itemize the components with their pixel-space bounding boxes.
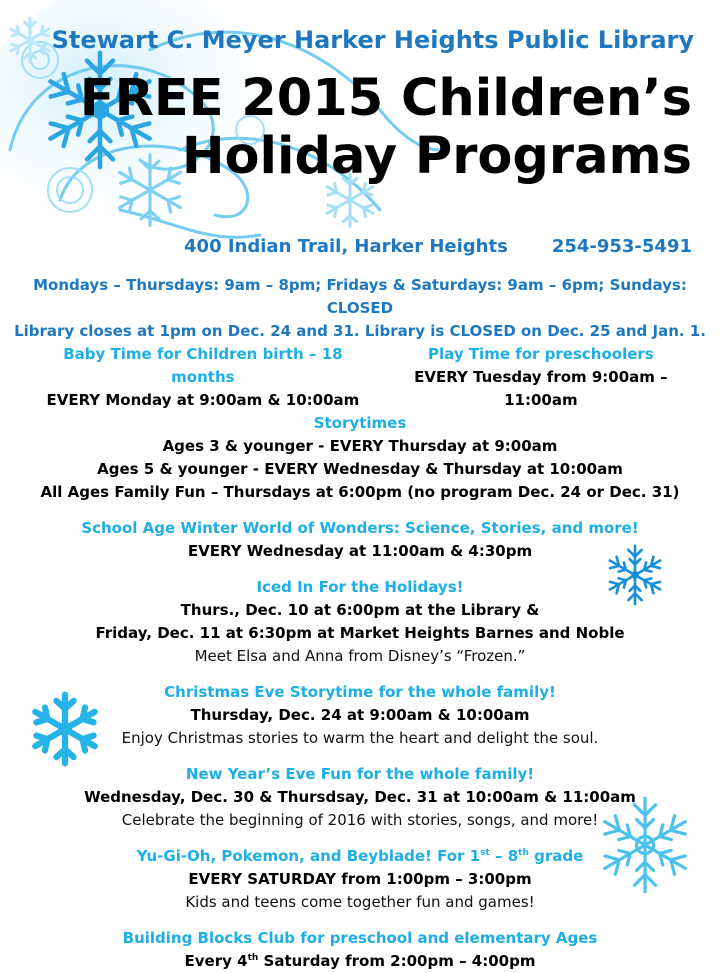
title-text: – 8 xyxy=(489,847,519,865)
program-title: Baby Time for Children birth – 18 months xyxy=(63,345,343,386)
program-schedule: EVERY Monday at 9:00am & 10:00am xyxy=(46,391,360,409)
program-schedule: EVERY SATURDAY from 1:00pm – 3:00pm xyxy=(188,870,532,888)
program-title: Play Time for preschoolers xyxy=(428,345,654,363)
program-christmas-eve xyxy=(0,681,720,750)
program-play-time xyxy=(376,343,706,412)
program-title: School Age Winter World of Wonders: Science, Stories, and more! xyxy=(81,519,639,537)
program-new-years-eve xyxy=(0,763,720,832)
hours-line-1: Mondays – Thursdays: 9am – 8pm; Fridays & Saturdays: 9am – 6pm; Sundays: CLOSED xyxy=(33,276,687,317)
program-schedule: Thursday, Dec. 24 at 9:00am & 10:00am xyxy=(190,706,530,724)
program-title: Christmas Eve Storytime for the whole family! xyxy=(164,683,556,701)
program-row-baby-play xyxy=(0,343,720,412)
program-baby-time xyxy=(30,343,376,412)
program-iced-in xyxy=(0,576,720,668)
program-school-age xyxy=(0,517,720,563)
program-schedule: Ages 5 & younger - EVERY Wednesday & Thursday at 10:00am xyxy=(97,460,623,478)
program-yugioh xyxy=(0,845,720,914)
ordinal-suffix: th xyxy=(247,953,259,963)
page-title xyxy=(80,70,692,186)
program-title xyxy=(0,845,720,868)
program-description: Kids and teens come together fun and games! xyxy=(185,893,535,911)
program-description: Celebrate the beginning of 2016 with stories, songs, and more! xyxy=(121,811,599,829)
program-description: Meet Elsa and Anna from Disney’s “Frozen.” xyxy=(194,647,526,665)
program-title: Building Blocks Club for preschool and elementary Ages xyxy=(122,929,598,947)
ordinal-suffix: th xyxy=(518,848,529,858)
program-schedule: All Ages Family Fun – Thursdays at 6:00pm (no program Dec. 24 or Dec. 31) xyxy=(40,483,680,501)
program-schedule: EVERY Wednesday at 11:00am & 4:30pm xyxy=(187,542,533,560)
library-hours xyxy=(0,274,720,343)
program-title: Storytimes xyxy=(313,414,407,432)
program-schedule: Wednesday, Dec. 30 & Thursdsay, Dec. 31 at 10:00am & 11:00am xyxy=(84,788,636,806)
program-building-blocks xyxy=(0,927,720,973)
title-line-1: FREE 2015 Children’s xyxy=(79,69,692,128)
program-storytimes xyxy=(0,412,720,504)
library-name: Stewart C. Meyer Harker Heights Public Library xyxy=(51,26,694,54)
title-line-2: Holiday Programs xyxy=(181,127,692,186)
program-schedule: Ages 3 & younger - EVERY Thursday at 9:00am xyxy=(162,437,558,455)
program-title: Iced In For the Holidays! xyxy=(256,578,464,596)
program-schedule: Friday, Dec. 11 at 6:30pm at Market Heights Barnes and Noble xyxy=(95,624,625,642)
program-description: Enjoy Christmas stories to warm the heart and delight the soul. xyxy=(121,729,599,747)
hours-line-2: Library closes at 1pm on Dec. 24 and 31. Library is CLOSED on Dec. 25 and Jan. 1. xyxy=(14,322,706,340)
program-schedule: Thurs., Dec. 10 at 6:00pm at the Library & xyxy=(180,601,540,619)
schedule-text: Every 4 xyxy=(184,952,248,970)
phone-number: 254-953-5491 xyxy=(551,236,692,257)
program-list xyxy=(0,343,720,973)
title-text: grade xyxy=(528,847,584,865)
program-schedule: EVERY Tuesday from 9:00am – 11:00am xyxy=(414,368,668,409)
schedule-text: Saturday from 2:00pm – 4:00pm xyxy=(258,952,536,970)
contact-line xyxy=(184,236,692,257)
program-schedule xyxy=(0,950,720,973)
ordinal-suffix: st xyxy=(480,848,490,858)
address: 400 Indian Trail, Harker Heights xyxy=(184,236,508,257)
program-title: New Year’s Eve Fun for the whole family! xyxy=(185,765,535,783)
title-text: Yu-Gi-Oh, Pokemon, and Beyblade! For 1 xyxy=(136,847,481,865)
snowflake-icon xyxy=(5,15,55,65)
